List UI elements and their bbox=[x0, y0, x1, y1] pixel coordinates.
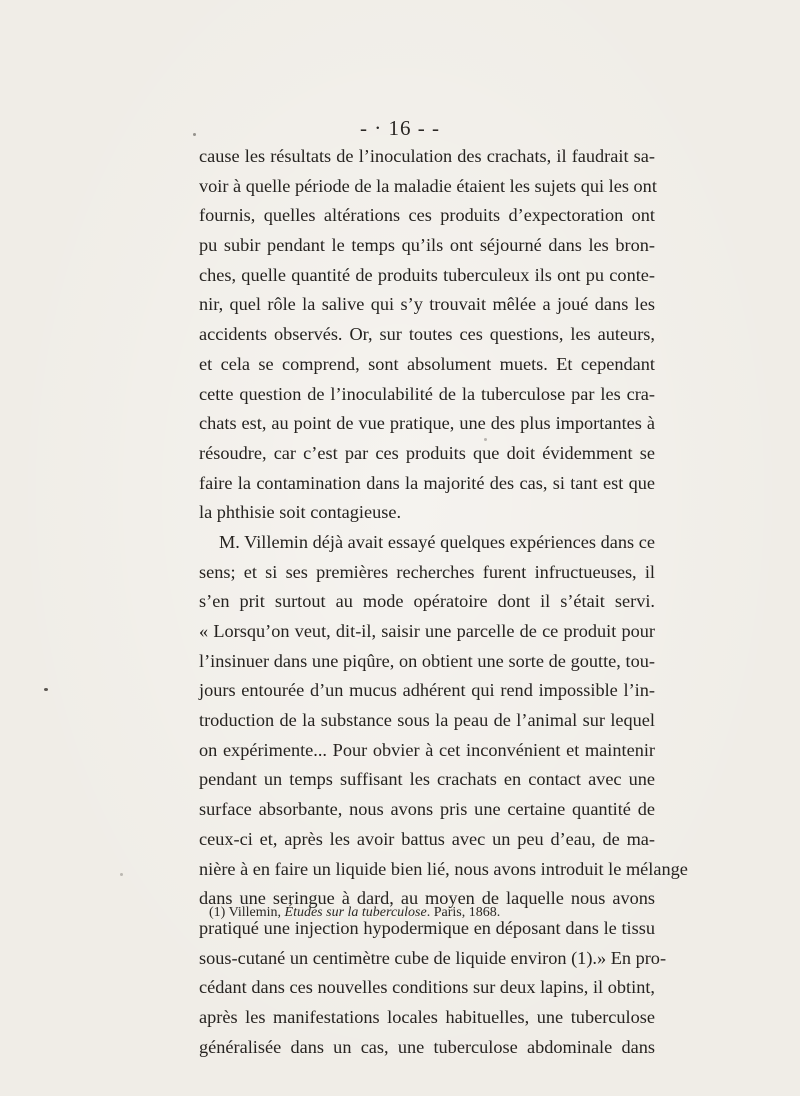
text-line: on expérimente... Pour obvier à cet inconvénient et maintenir bbox=[199, 739, 655, 760]
paper-speck bbox=[484, 438, 487, 441]
text-line: cédant dans ces nouvelles conditions sur deux lapins, il obtint, bbox=[199, 977, 655, 998]
text-line: après les manifestations locales habituelles, une tuberculose bbox=[199, 1006, 655, 1027]
text-line: « Lorsqu’on veut, dit-il, saisir une parcelle de ce produit pour bbox=[199, 621, 655, 641]
text-line: ceux-ci et, après les avoir battus avec un peu d’eau, de ma- bbox=[199, 828, 655, 849]
text-line: jours entourée d’un mucus adhérent qui rend impossible l’in- bbox=[199, 680, 655, 701]
text-line: pendant un temps suffisant les crachats en contact avec une bbox=[199, 769, 655, 790]
footnote-prefix: (1) Villemin, bbox=[209, 905, 282, 920]
text-line: et cela se comprend, sont absolument muets. Et cependant bbox=[199, 353, 655, 374]
page-number: - · 16 - - bbox=[360, 116, 440, 140]
text-line: s’en prit surtout au mode opératoire dont il s’était servi. bbox=[199, 591, 655, 612]
text-line: surface absorbante, nous avons pris une certaine quantité de bbox=[199, 799, 655, 820]
text-line: sens; et si ses premières recherches furent infructueuses, il bbox=[199, 561, 655, 582]
text-line: fournis, quelles altérations ces produits d’expectoration ont bbox=[199, 205, 655, 226]
text-line: pratiqué une injection hypodermique en déposant dans le tissu bbox=[199, 917, 655, 938]
footnote bbox=[209, 903, 500, 923]
text-line: cette question de l’inoculabilité de la tuberculose par les cra- bbox=[199, 383, 655, 404]
text-line: nière à en faire un liquide bien lié, nous avons introduit le mélange bbox=[199, 858, 688, 879]
text-line: chats est, au point de vue pratique, une des plus importantes à bbox=[199, 413, 655, 434]
text-line: dans une seringue à dard, au moyen de laquelle nous avons bbox=[199, 888, 655, 909]
paper-speck bbox=[193, 133, 196, 136]
text-line: généralisée dans un cas, une tuberculose abdominale dans bbox=[199, 1036, 655, 1057]
text-line: voir à quelle période de la maladie étaient les sujets qui les ont bbox=[199, 175, 657, 196]
text-line: résoudre, car c’est par ces produits que doit évidemment se bbox=[199, 442, 655, 463]
footnote-suffix: . Paris, 1868. bbox=[426, 905, 501, 920]
text-line: l’insinuer dans une piqûre, on obtient une sorte de goutte, tou- bbox=[199, 650, 655, 671]
text-line: la phthisie soit contagieuse. bbox=[199, 502, 402, 523]
text-line: M. Villemin déjà avait essayé quelques expériences dans ce bbox=[219, 531, 655, 552]
text-line: troduction de la substance sous la peau de l’animal sur lequel bbox=[199, 710, 655, 731]
text-line: ches, quelle quantité de produits tuberculeux ils ont pu conte- bbox=[199, 264, 655, 285]
footnote-title: Études sur la tuberculose bbox=[284, 905, 427, 920]
text-line: faire la contamination dans la majorité des cas, si tant est que bbox=[199, 472, 655, 493]
paper-speck bbox=[120, 873, 123, 876]
text-line: nir, quel rôle la salive qui s’y trouvait mêlée a joué dans les bbox=[199, 294, 655, 315]
text-line: pu subir pendant le temps qu’ils ont séjourné dans les bron- bbox=[199, 235, 655, 256]
text-line: accidents observés. Or, sur toutes ces questions, les auteurs, bbox=[199, 324, 655, 345]
text-line: sous-cutané un centimètre cube de liquide environ (1).» En pro- bbox=[199, 947, 667, 968]
paper-speck bbox=[44, 688, 48, 691]
text-line: cause les résultats de l’inoculation des crachats, il faudrait sa- bbox=[199, 146, 655, 166]
body-text bbox=[199, 142, 688, 1062]
